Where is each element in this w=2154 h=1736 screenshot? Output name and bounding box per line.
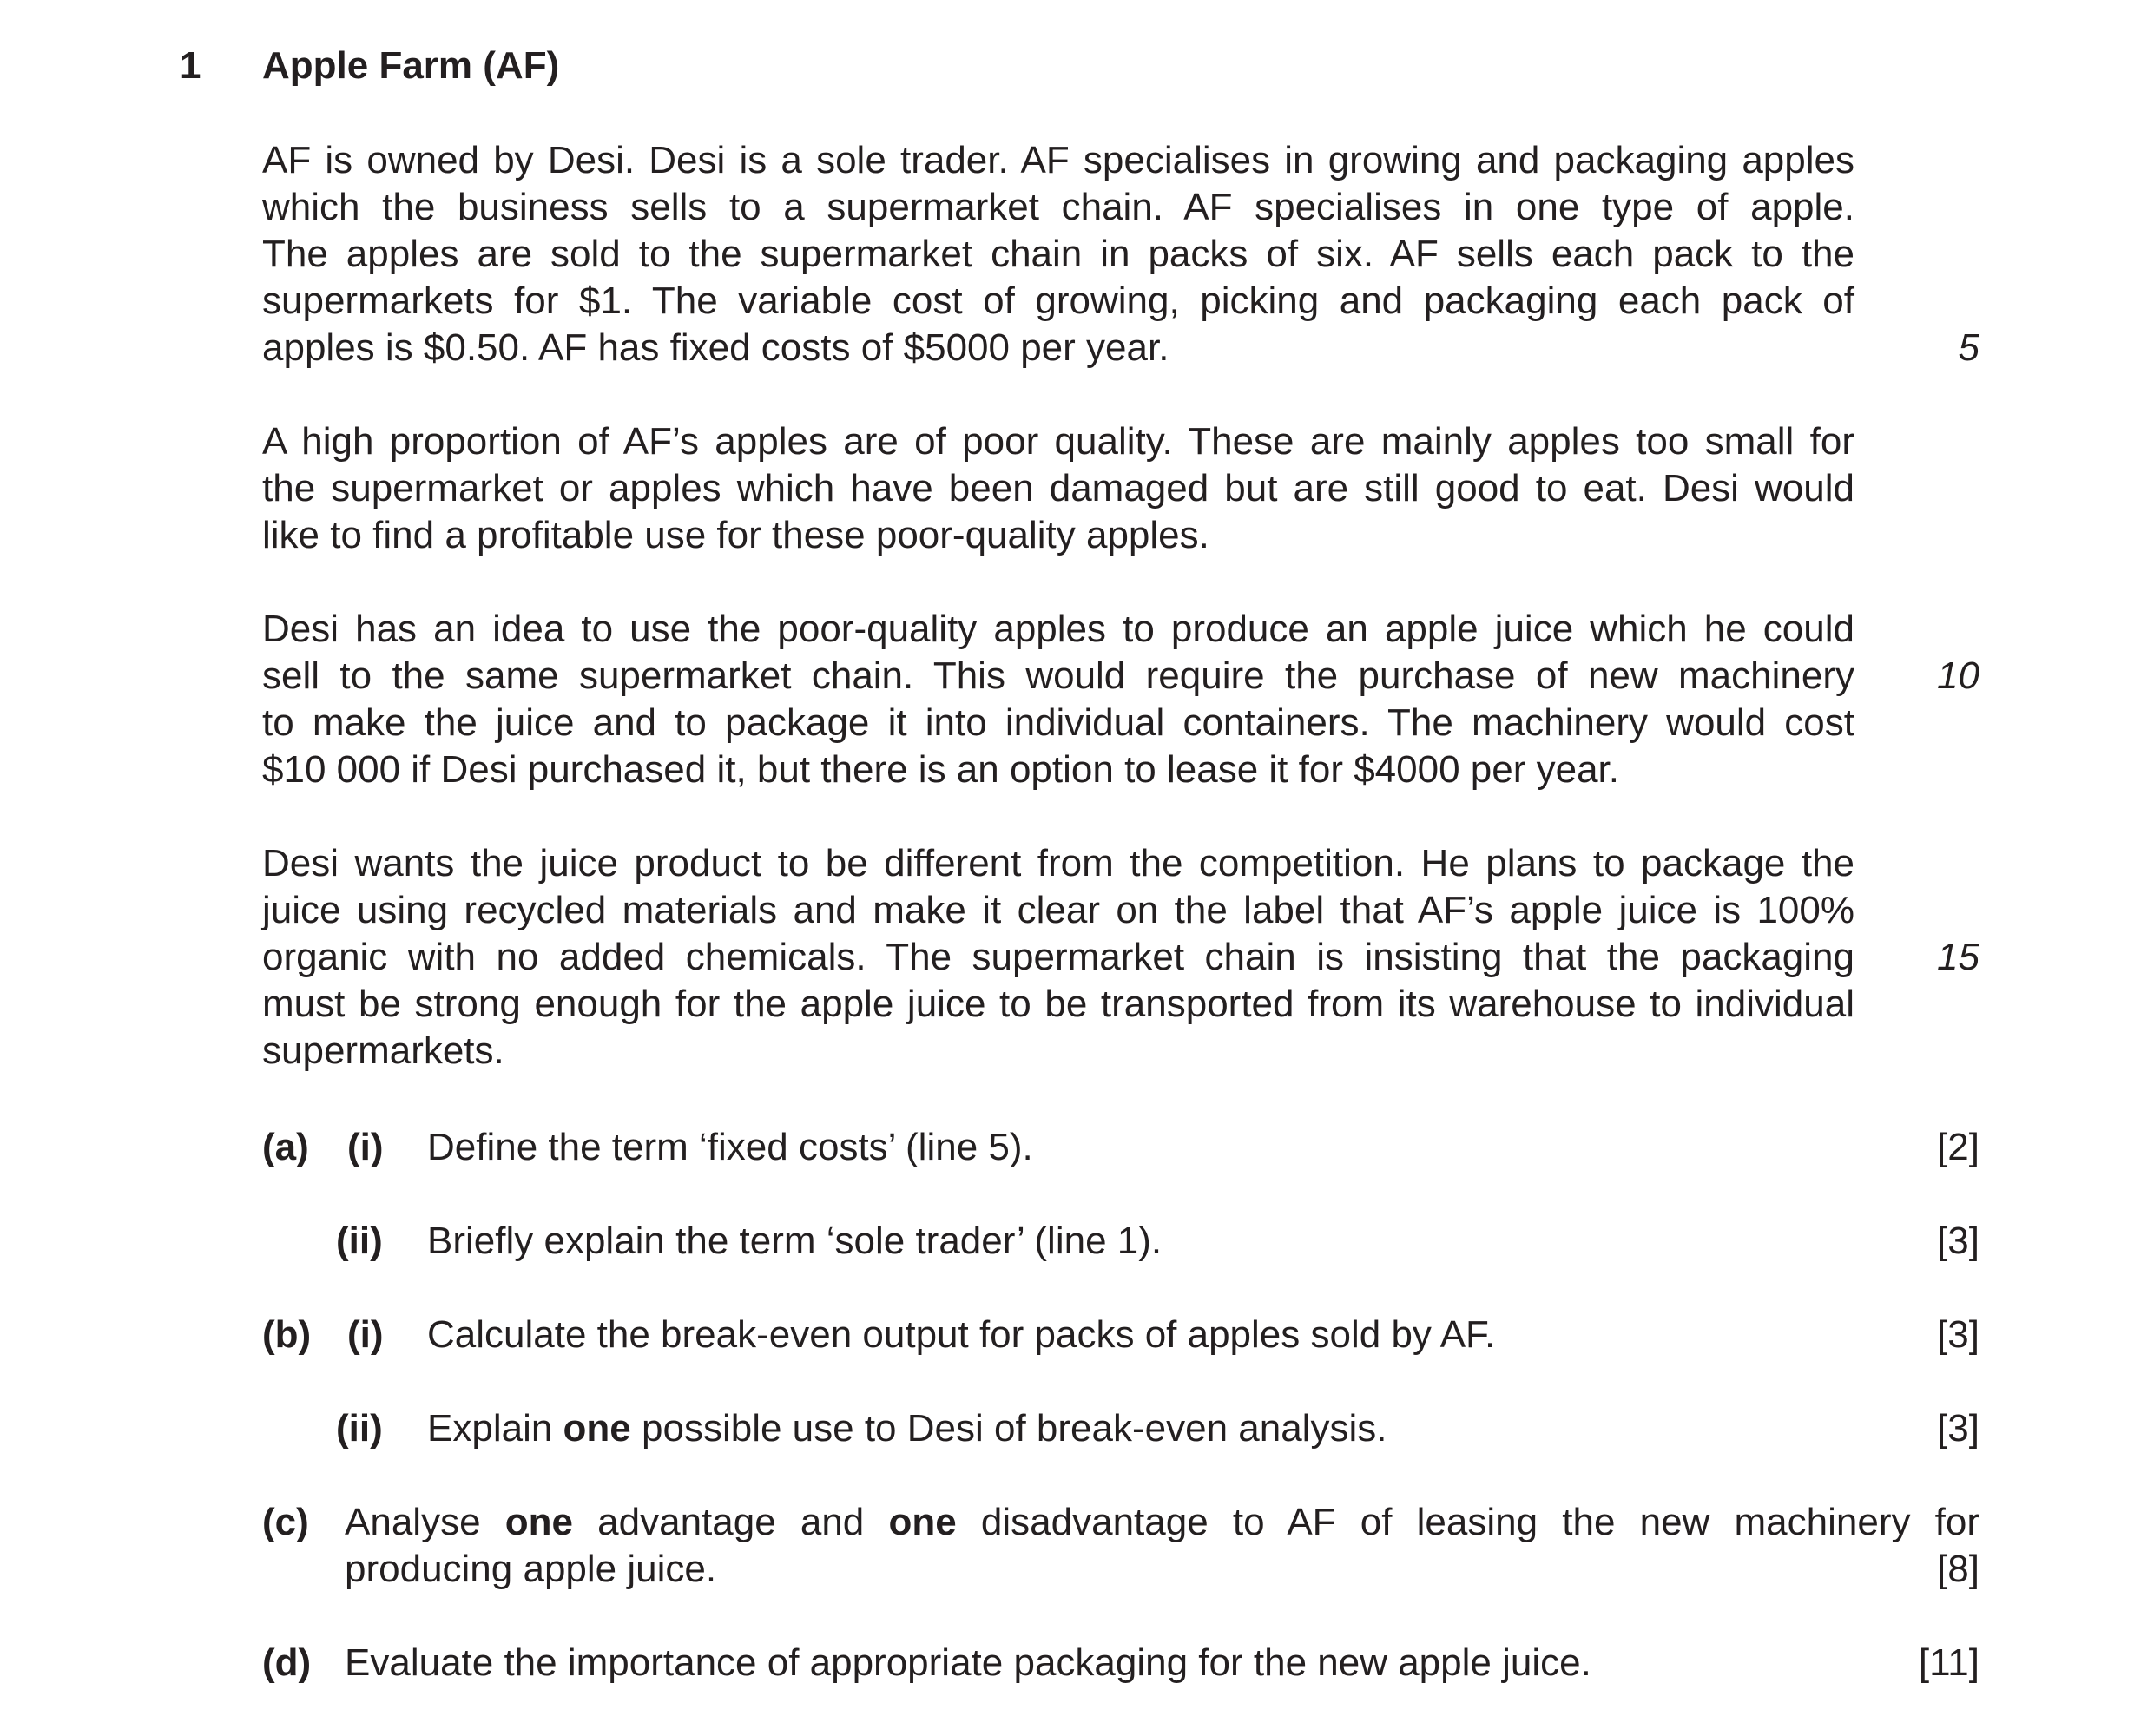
case-line-1: AF is owned by Desi. Desi is a sole trader. AF specialises in growing and packaging apples bbox=[262, 139, 1854, 181]
case-line-14: juice using recycled materials and make it clear on the label that AF’s apple juice is 100% bbox=[262, 889, 1854, 931]
part-d-label: (d) bbox=[262, 1641, 312, 1684]
case-line-3: The apples are sold to the supermarket chain in packs of six. AF sells each pack to the bbox=[262, 233, 1854, 275]
part-b-ii-text-post: possible use to Desi of break-even analysis. bbox=[630, 1407, 1387, 1450]
case-line-10: sell to the same supermarket chain. This would require the purchase of new machinery bbox=[262, 654, 1854, 697]
part-b-ii-marks: [3] bbox=[1937, 1407, 1979, 1450]
part-c-label: (c) bbox=[262, 1501, 309, 1543]
case-line-6: A high proportion of AF’s apples are of poor quality. These are mainly apples too small for bbox=[262, 420, 1854, 463]
case-line-13: Desi wants the juice product to be different from the competition. He plans to package the bbox=[262, 842, 1854, 884]
part-b-i-marks: [3] bbox=[1937, 1313, 1979, 1356]
part-b-label: (b) bbox=[262, 1313, 312, 1356]
part-b-ii-text bbox=[427, 1405, 1387, 1452]
case-line-17: supermarkets. bbox=[262, 1029, 504, 1072]
part-c-t1: Analyse bbox=[345, 1501, 505, 1543]
part-d-text: Evaluate the importance of appropriate packaging for the new apple juice. bbox=[345, 1641, 1591, 1684]
part-a-ii-text: Briefly explain the term ‘sole trader’ (line 1). bbox=[427, 1220, 1163, 1262]
part-c-marks: [8] bbox=[1937, 1548, 1979, 1590]
part-a-ii-label: (ii) bbox=[336, 1220, 383, 1262]
part-c-text-line-2: producing apple juice. bbox=[345, 1548, 717, 1590]
case-line-11: to make the juice and to package it into individual containers. The machinery would cost bbox=[262, 701, 1854, 744]
part-a-i-text: Define the term ‘fixed costs’ (line 5). bbox=[427, 1126, 1033, 1168]
part-a-ii-marks: [3] bbox=[1937, 1220, 1979, 1262]
case-line-7: the supermarket or apples which have been damaged but are still good to eat. Desi would bbox=[262, 467, 1854, 510]
line-number-15: 15 bbox=[1937, 936, 1979, 978]
question-title: Apple Farm (AF) bbox=[262, 44, 560, 87]
question-number: 1 bbox=[180, 44, 201, 87]
part-a-label: (a) bbox=[262, 1126, 309, 1168]
part-a-i-marks: [2] bbox=[1937, 1126, 1979, 1168]
case-line-16: must be strong enough for the apple juice to be transported from its warehouse to individual bbox=[262, 983, 1854, 1025]
case-line-9: Desi has an idea to use the poor-quality apples to produce an apple juice which he could bbox=[262, 608, 1854, 650]
part-b-ii-text-pre: Explain bbox=[427, 1407, 563, 1450]
case-line-2: which the business sells to a supermarket chain. AF specialises in one type of apple. bbox=[262, 186, 1854, 228]
line-number-5: 5 bbox=[1958, 326, 1979, 369]
case-line-8: like to find a profitable use for these poor-quality apples. bbox=[262, 514, 1209, 556]
part-b-ii-label: (ii) bbox=[336, 1407, 383, 1450]
part-b-i-text: Calculate the break-even output for packs of apples sold by AF. bbox=[427, 1313, 1496, 1356]
part-a-i-label: (i) bbox=[347, 1126, 384, 1168]
part-c-b2: one bbox=[888, 1501, 957, 1543]
case-line-12: $10 000 if Desi purchased it, but there is an option to lease it for $4000 per year. bbox=[262, 748, 1619, 791]
case-line-15: organic with no added chemicals. The supermarket chain is insisting that the packaging bbox=[262, 936, 1854, 978]
case-line-4: supermarkets for $1. The variable cost of growing, picking and packaging each pack of bbox=[262, 279, 1854, 322]
line-number-10: 10 bbox=[1937, 654, 1979, 697]
case-line-5: apples is $0.50. AF has fixed costs of $5000 per year. bbox=[262, 326, 1169, 369]
part-c-t3: disadvantage to AF of leasing the new machinery for bbox=[956, 1501, 1980, 1543]
part-c-text-line-1 bbox=[345, 1499, 1979, 1546]
part-b-i-label: (i) bbox=[347, 1313, 384, 1356]
part-c-t2: advantage and bbox=[572, 1501, 889, 1543]
part-d-marks: [11] bbox=[1918, 1641, 1979, 1684]
part-b-ii-text-bold: one bbox=[563, 1407, 631, 1450]
part-c-b1: one bbox=[504, 1501, 573, 1543]
